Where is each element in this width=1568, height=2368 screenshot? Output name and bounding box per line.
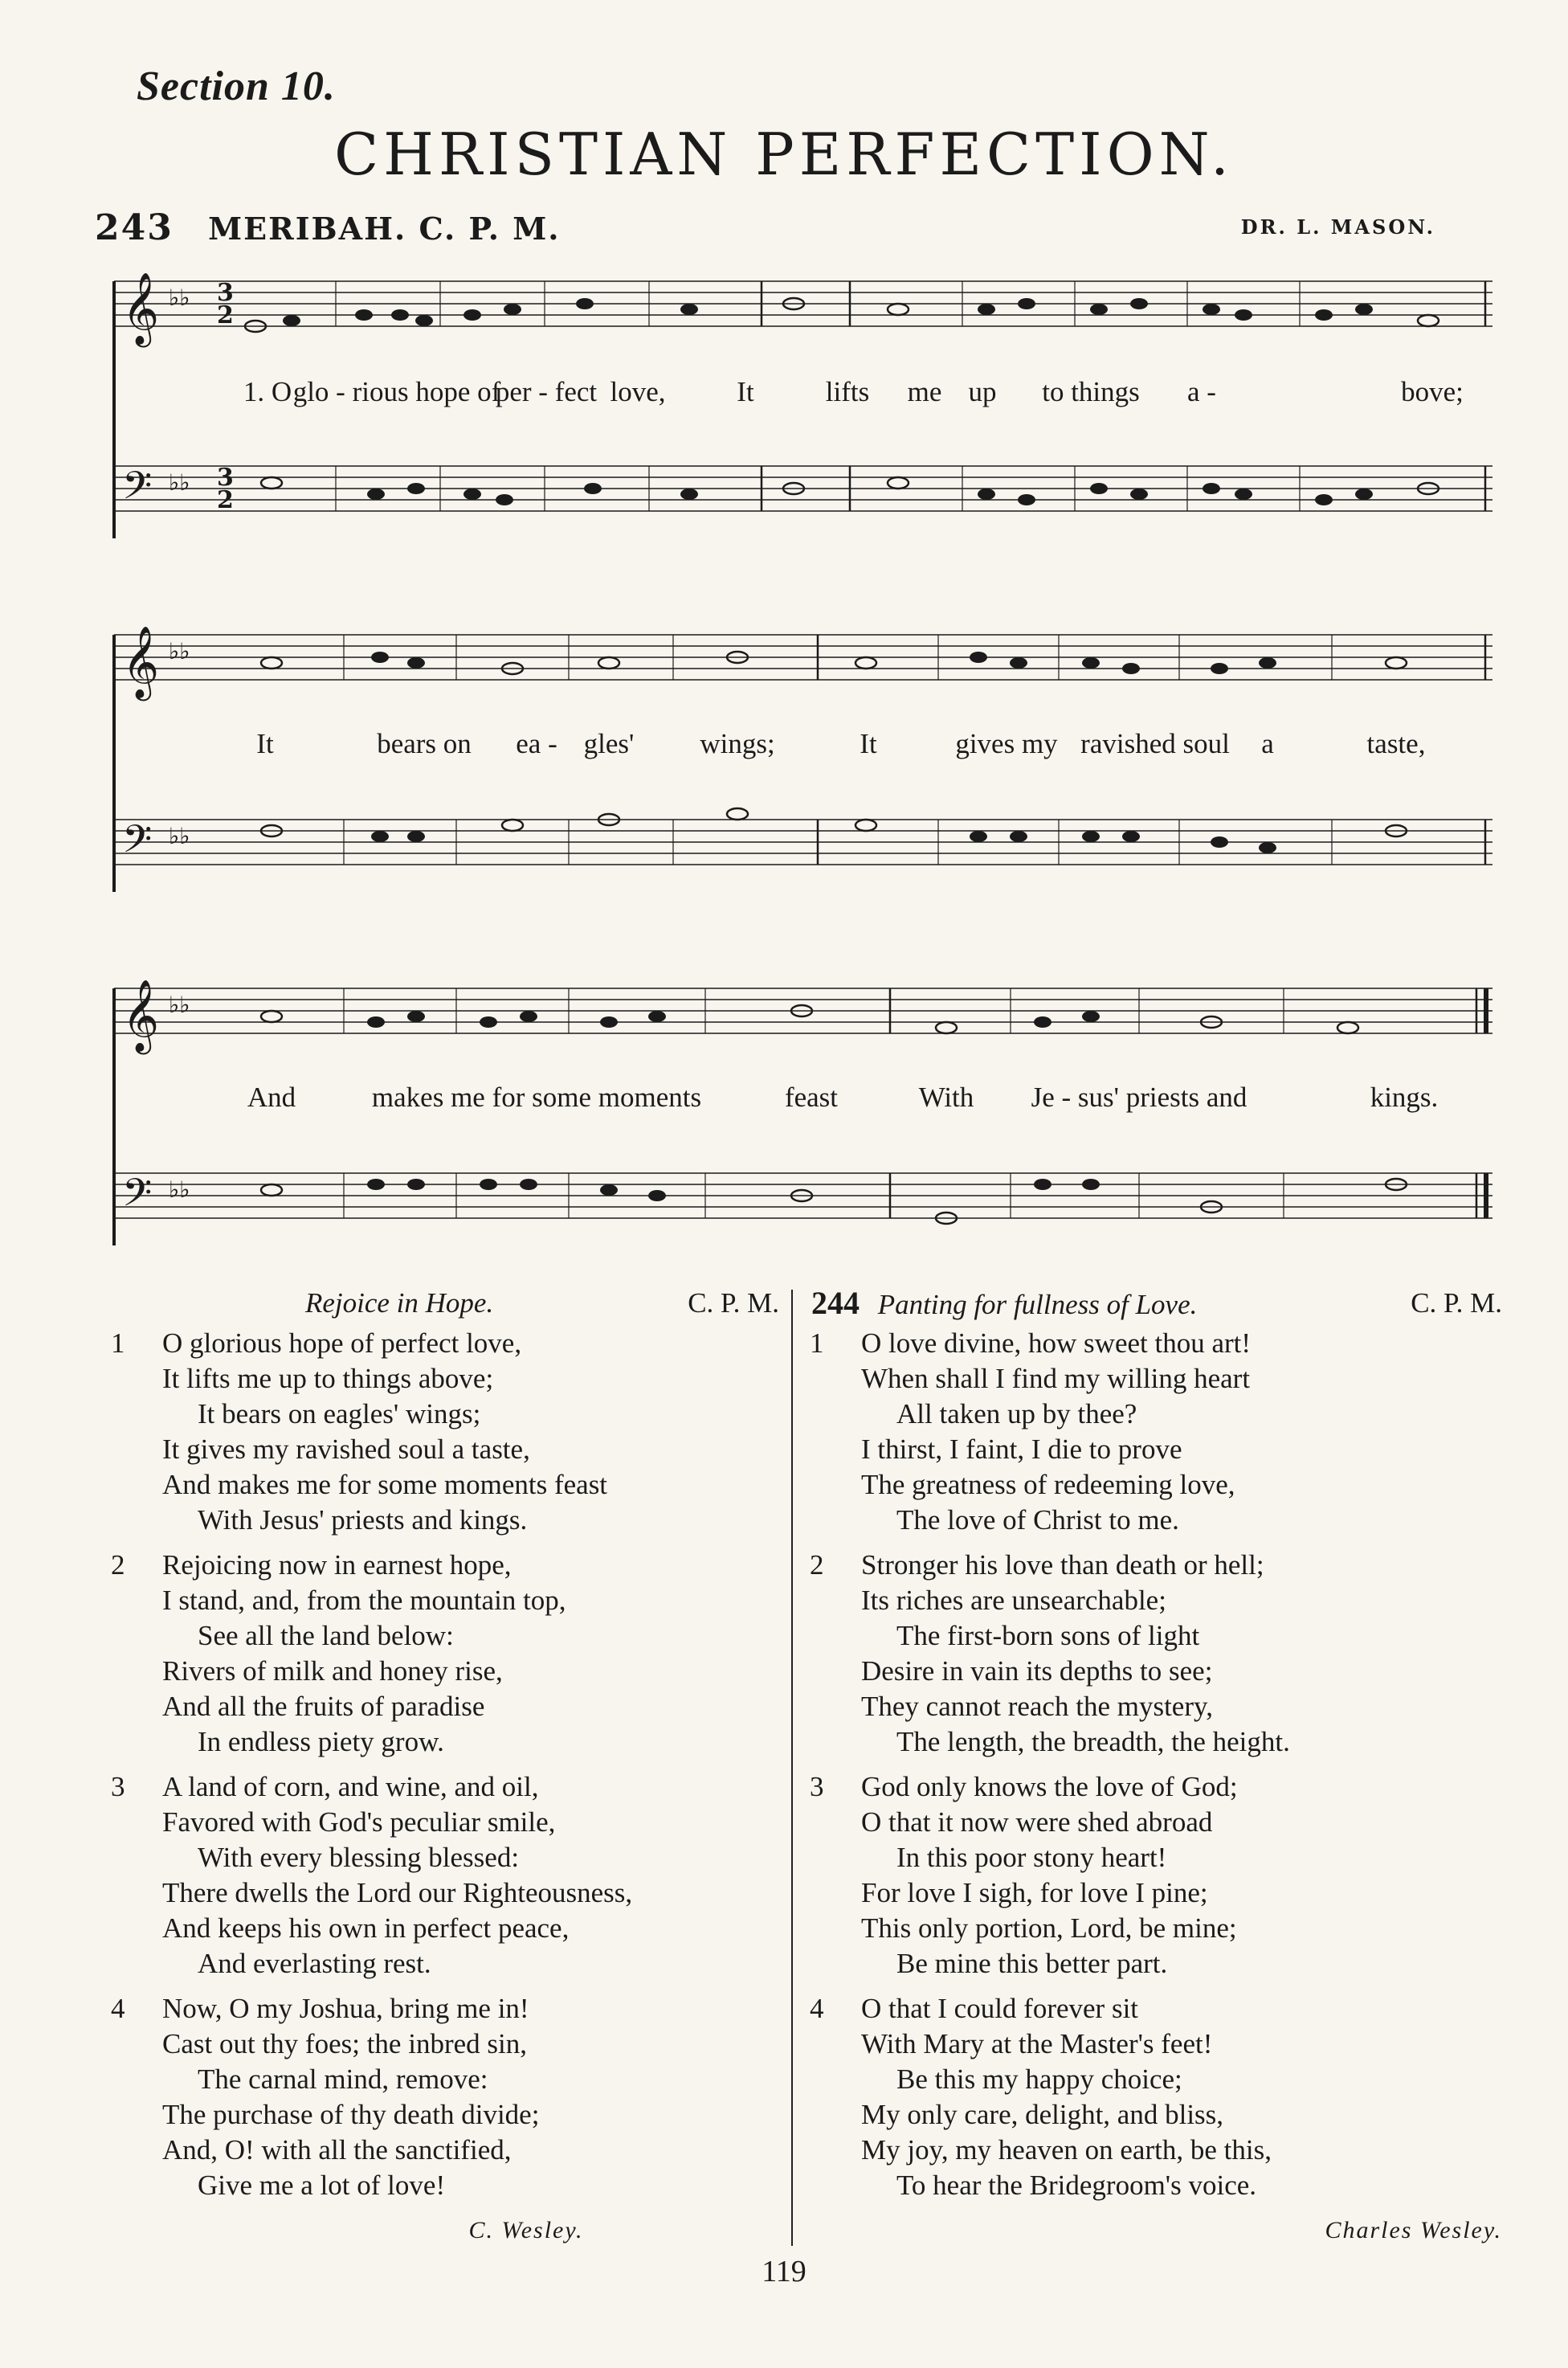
svg-text:♭♭: ♭♭	[169, 1176, 190, 1203]
svg-text:2: 2	[217, 486, 234, 514]
svg-text:𝄢: 𝄢	[122, 816, 153, 871]
svg-text:𝄢: 𝄢	[122, 463, 153, 517]
tune-name: MERIBAH. C. P. M.	[208, 211, 561, 247]
column-divider	[791, 1290, 793, 2246]
hymn-243-text	[112, 1286, 779, 2248]
verse: 3 A land of corn, and wine, and oil, Favored with God's peculiar smile, With every blessing blessed: There dwells the Lord our Righteousness, And keeps his own in perfect peace, And everlasting rest.	[111, 1771, 633, 1979]
music-staves-2	[95, 611, 1492, 916]
hymn-244-text	[811, 1286, 1502, 2248]
svg-text:3: 3	[217, 464, 234, 492]
music-system-3	[95, 964, 1492, 1270]
page-number: 119	[762, 2255, 806, 2288]
svg-text:♭♭: ♭♭	[169, 469, 190, 496]
music-system-1	[95, 257, 1492, 546]
hymn-header	[95, 207, 561, 248]
music-system-2	[95, 611, 1492, 916]
hymn-244-heading	[811, 1286, 1502, 1326]
verse: 2 Stronger his love than death or hell; Its riches are unsearchable; The first-born sons of light Desire in vain its depths to see; They cannot reach the mystery, The length, the breadth, the height.	[810, 1549, 1290, 1757]
svg-text:𝄢: 𝄢	[122, 1170, 153, 1225]
hymn-243-meter: C. P. M.	[688, 1287, 779, 1319]
svg-text:𝄞: 𝄞	[122, 980, 160, 1052]
verse: 1 O love divine, how sweet thou art! When shall I find my willing heart All taken up by thee? I thirst, I faint, I die to prove The greatness of redeeming love, The love of Christ to me.	[810, 1327, 1252, 1536]
lyrics-line-1: 1. O glo - rious hope of per - fect love, It lifts me up to things a - bove;	[243, 376, 1464, 407]
lyrics-line-3: And makes me for some moments feast With Je - sus' priests and kings.	[247, 1082, 1439, 1113]
svg-text:𝄞: 𝄞	[122, 626, 160, 698]
hymn-243-heading	[112, 1286, 779, 1326]
hymn-244-author: Charles Wesley.	[1325, 2217, 1502, 2243]
hymn-244-meter: C. P. M.	[1411, 1287, 1502, 1319]
verse: 1 O glorious hope of perfect love, It lifts me up to things above; It bears on eagles' wings; It gives my ravished soul a taste, And makes me for some moments feast With Jesus' priests and kings.	[111, 1327, 608, 1536]
svg-text:♭♭: ♭♭	[169, 284, 190, 311]
hymn-244-number: 244	[811, 1285, 860, 1321]
verse: 4 O that I could forever sit With Mary at the Master's feet! Be this my happy choice; My only care, delight, and bliss, My joy, my heaven on earth, be this, To hear the Bridegroom's voice.	[810, 1993, 1272, 2201]
svg-text:3: 3	[217, 279, 234, 307]
lyrics-line-2: It bears on ea - gles' wings; It gives my ravished soul a taste,	[256, 728, 1426, 759]
hymn-number: 243	[95, 207, 174, 248]
verse: 3 God only knows the love of God; O that it now were shed abroad In this poor stony heart! For love I sigh, for love I pine; This only portion, Lord, be mine; Be mine this better part.	[810, 1771, 1238, 1979]
svg-text:𝄞: 𝄞	[122, 272, 160, 345]
svg-text:2: 2	[217, 301, 234, 329]
section-title: CHRISTIAN PERFECTION.	[334, 121, 1234, 188]
verse: 2 Rejoicing now in earnest hope, I stand, and, from the mountain top, See all the land below: Rivers of milk and honey rise, And all the fruits of paradise In endless piety grow.	[111, 1549, 566, 1757]
svg-text:♭♭: ♭♭	[169, 638, 190, 665]
hymn-244-title: Panting for fullness of Love.	[877, 1289, 1198, 1320]
music-staves-3	[95, 964, 1492, 1270]
svg-text:♭♭: ♭♭	[169, 992, 190, 1018]
svg-text:♭♭: ♭♭	[169, 823, 190, 849]
section-label: Section 10.	[137, 63, 336, 109]
verse: 4 Now, O my Joshua, bring me in! Cast out thy foes; the inbred sin, The carnal mind, remove: The purchase of thy death divide; And, O! with all the sanctified, Give me a lot of love!	[111, 1993, 540, 2201]
composer: DR. L. MASON.	[1240, 215, 1435, 239]
hymn-243-author: C. Wesley.	[468, 2217, 584, 2243]
hymn-243-title: Rejoice in Hope.	[305, 1287, 494, 1319]
